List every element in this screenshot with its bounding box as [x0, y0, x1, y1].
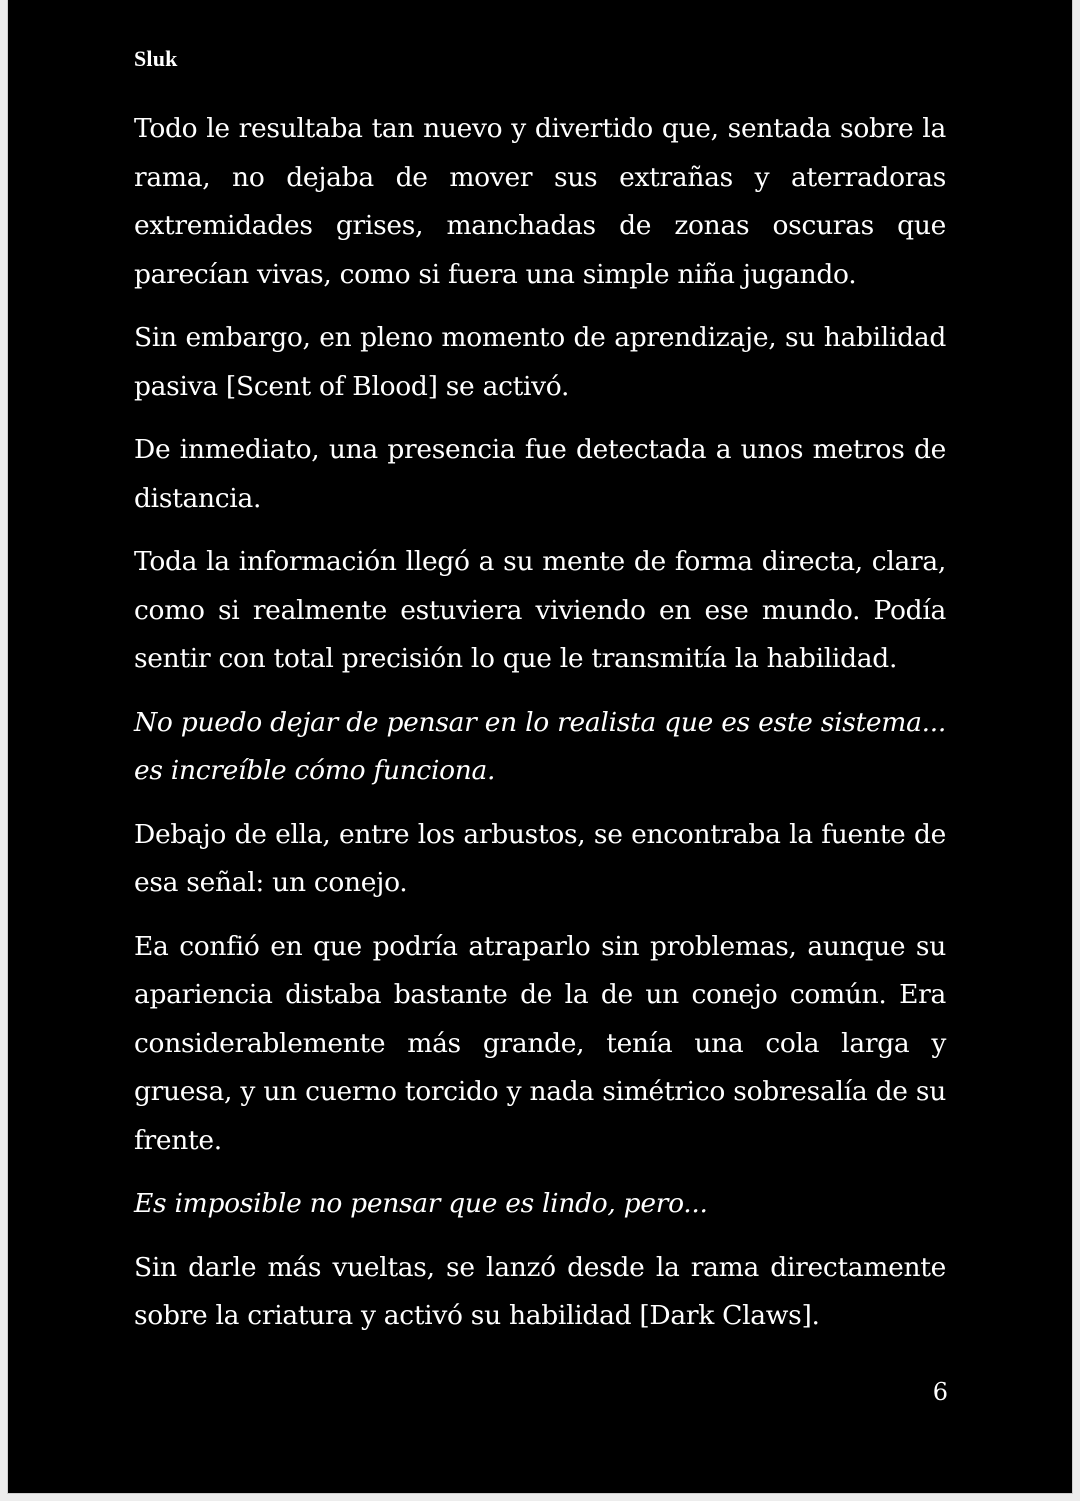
paragraph: Debajo de ella, entre los arbustos, se encontraba la fuente de esa señal: un conejo. — [134, 818, 946, 898]
paragraph: Sin darle más vueltas, se lanzó desde la rama directamente sobre la criatura y activó su habilidad [Dark Claws]. — [134, 1251, 946, 1331]
paragraph: Toda la información llegó a su mente de forma directa, clara, como si realmente estuviera viviendo en ese mundo. Podía sentir con total precisión lo que le transmitía la habilidad. — [134, 546, 946, 674]
page-body — [134, 105, 946, 1356]
document-page — [8, 0, 1072, 1493]
paragraph: Todo le resultaba tan nuevo y divertido que, sentada sobre la rama, no dejaba de mover sus extrañas y aterradoras extremidades grises, manchadas de zonas oscuras que parecían vivas, como si fuera una simple niña jugando. — [134, 113, 946, 290]
running-header-title: Sluk — [134, 46, 178, 71]
paragraph: De inmediato, una presencia fue detectada a unos metros de distancia. — [134, 434, 946, 514]
page-number: 6 — [932, 1378, 948, 1406]
italic-thought-paragraph: Es imposible no pensar que es lindo, pero... — [134, 1188, 708, 1219]
paragraph: Sin embargo, en pleno momento de aprendizaje, su habilidad pasiva [Scent of Blood] se activó. — [134, 322, 946, 402]
italic-thought-paragraph: No puedo dejar de pensar en lo realista que es este sistema... es increíble cómo funciona. — [134, 706, 946, 786]
paragraph: Ea confió en que podría atraparlo sin problemas, aunque su apariencia distaba bastante de la de un conejo común. Era considerablemente más grande, tenía una cola larga y gruesa, y un cuerno torcido y nada simétrico sobresalía de su frente. — [134, 930, 946, 1156]
